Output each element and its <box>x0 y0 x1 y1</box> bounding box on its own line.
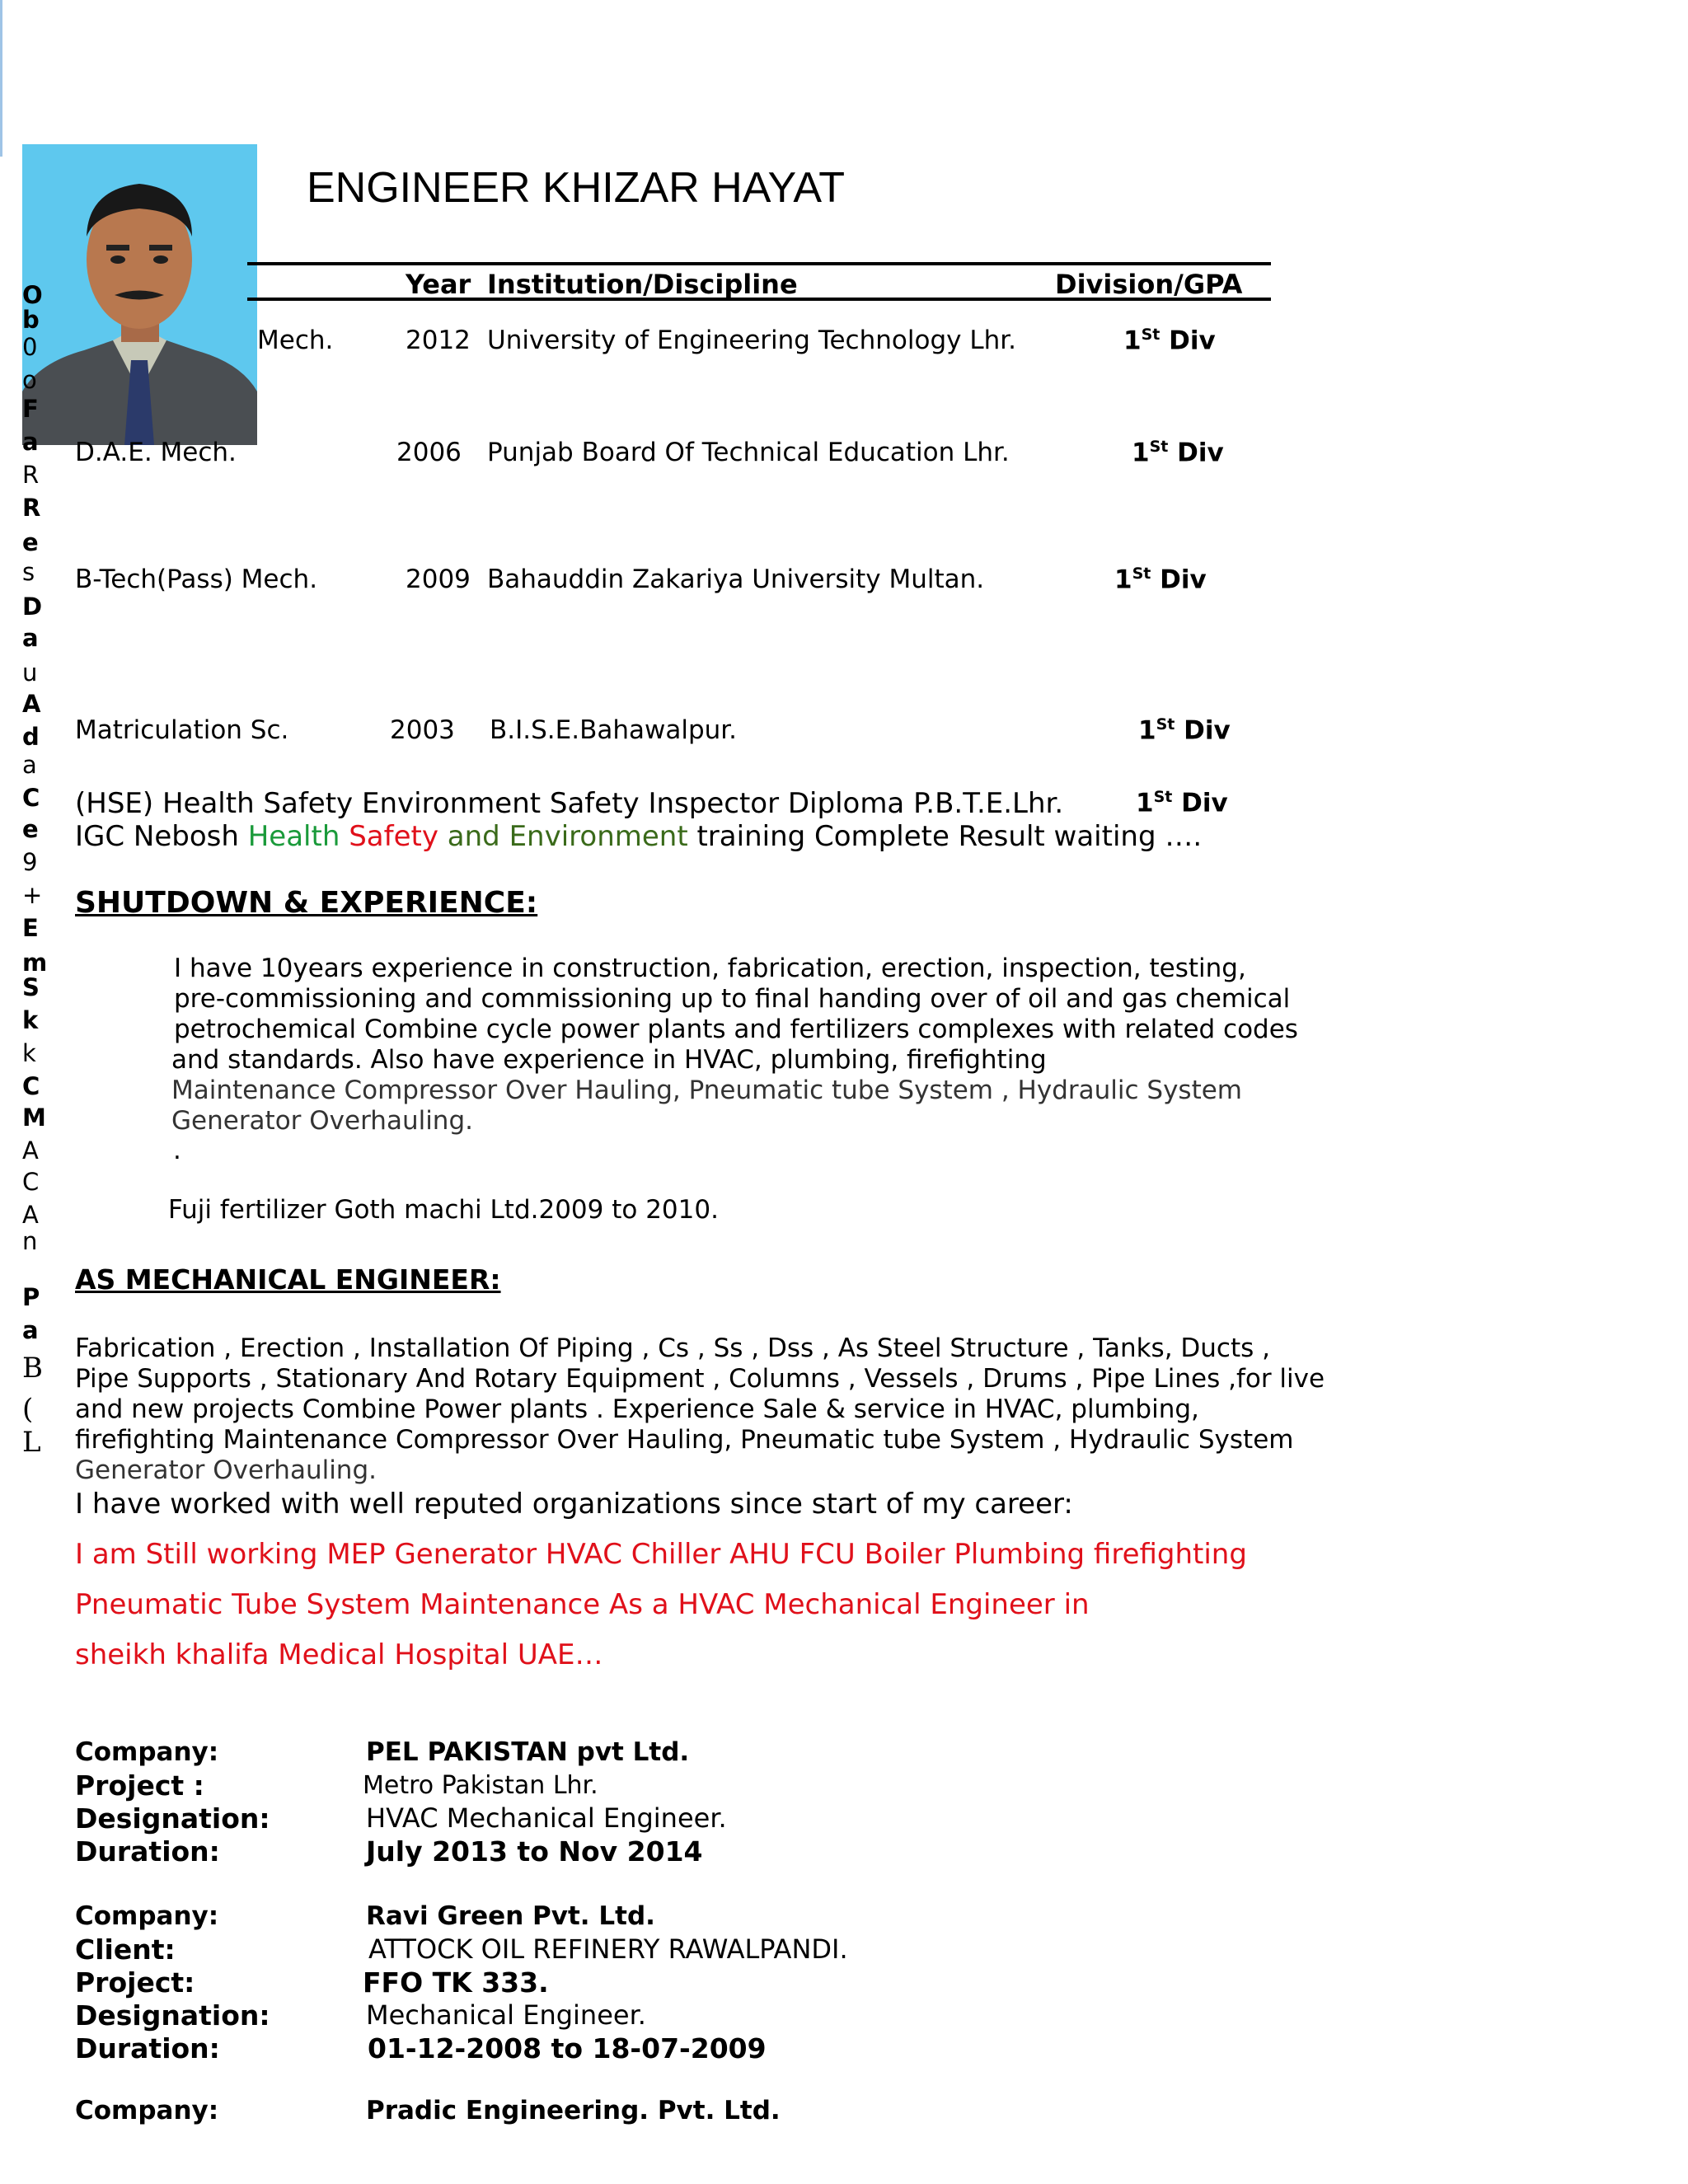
duration-value: July 2013 to Nov 2014 <box>366 1835 703 1868</box>
mechanical-heading: AS MECHANICAL ENGINEER: <box>75 1263 501 1296</box>
mech-line: Generator Overhauling. <box>75 1455 377 1485</box>
sidebar-fragment: O <box>22 281 43 309</box>
sidebar-fragment: D <box>22 593 43 621</box>
degree: D.A.E. Mech. <box>75 438 237 467</box>
sidebar-fragment: m <box>22 949 48 977</box>
header-division: Division/GPA <box>1055 269 1243 300</box>
sidebar-fragment: R <box>22 461 40 489</box>
shutdown-heading: SHUTDOWN & EXPERIENCE: <box>75 886 538 920</box>
designation-value: HVAC Mechanical Engineer. <box>366 1802 727 1834</box>
sidebar-fragment: a <box>22 1316 39 1344</box>
shutdown-line: I have 10years experience in construction, fabrication, erection, inspection, testing, <box>174 954 1246 983</box>
degree: Matriculation Sc. <box>75 715 289 745</box>
year: 2012 <box>406 326 471 355</box>
mech-line: Pipe Supports , Stationary And Rotary Equipment , Columns , Vessels , Drums , Pipe Lines ,for live <box>75 1364 1325 1394</box>
project-name: FFO TK 333. <box>363 1966 549 1999</box>
sidebar-fragment: A <box>22 690 41 718</box>
sidebar-fragment: C <box>22 1168 40 1196</box>
sidebar-fragment: ( <box>22 1393 34 1426</box>
sidebar-fragment: A <box>22 1137 39 1165</box>
sidebar-fragment: k <box>22 1006 39 1034</box>
sidebar-fragment: a <box>22 624 39 652</box>
sidebar-fragment: S <box>22 973 40 1001</box>
designation-label: Designation: <box>75 1999 270 2032</box>
mech-line: firefighting Maintenance Compressor Over Hauling, Pneumatic tube System , Hydraulic System <box>75 1425 1294 1455</box>
person-photo-icon <box>22 144 257 445</box>
client-name: ATTOCK OIL REFINERY RAWALPANDI. <box>368 1933 848 1965</box>
company-name: Pradic Engineering. Pvt. Ltd. <box>366 2096 781 2125</box>
current-job-line: sheikh khalifa Medical Hospital UAE… <box>75 1638 603 1671</box>
worked-line: I have worked with well reputed organizations since start of my career: <box>75 1488 1073 1521</box>
mech-line: Fabrication , Erection , Installation Of Piping , Cs , Ss , Dss , As Steel Structure , Tanks, Ducts , <box>75 1333 1270 1363</box>
sidebar-fragment: b <box>22 306 40 334</box>
sidebar-fragment: n <box>22 1227 38 1255</box>
institution: University of Engineering Technology Lhr. <box>487 326 1016 355</box>
year: 2009 <box>406 565 471 594</box>
profile-photo <box>22 144 257 445</box>
sidebar-fragment: P <box>22 1283 40 1311</box>
institution: B.I.S.E.Bahawalpur. <box>490 715 738 745</box>
page-title: ENGINEER KHIZAR HAYAT <box>307 164 845 212</box>
shutdown-line: petrochemical Combine cycle power plants and fertilizers complexes with related codes <box>174 1015 1298 1044</box>
sidebar-fragment: k <box>22 1039 36 1067</box>
shutdown-line: Maintenance Compressor Over Hauling, Pneumatic tube System , Hydraulic System <box>171 1076 1243 1105</box>
designation-value: Mechanical Engineer. <box>366 1999 646 2031</box>
sidebar-fragment: a <box>22 428 39 456</box>
sidebar-fragment: + <box>22 881 43 909</box>
division: 1St Div <box>1123 326 1216 356</box>
sidebar-fragment: 0 <box>22 333 38 361</box>
sidebar-fragment: s <box>22 558 35 586</box>
degree: B-Tech(Pass) Mech. <box>75 565 318 594</box>
project-label: Project : <box>75 1769 204 1802</box>
sidebar-fragment: B <box>22 1352 43 1385</box>
institution: Punjab Board Of Technical Education Lhr. <box>487 438 1010 467</box>
sidebar-fragment: C <box>22 1072 40 1100</box>
shutdown-line: and standards. Also have experience in HVAC, plumbing, firefighting <box>171 1045 1047 1075</box>
sidebar-fragment: C <box>22 784 40 812</box>
company-label: Company: <box>75 2096 219 2125</box>
project-name: Metro Pakistan Lhr. <box>363 1771 598 1800</box>
division: 1St Div <box>1132 438 1224 468</box>
duration-label: Duration: <box>75 1835 220 1868</box>
company-name: Ravi Green Pvt. Ltd. <box>366 1901 655 1931</box>
table-top-rule <box>247 262 1271 265</box>
year: 2006 <box>396 438 462 467</box>
left-accent-bar <box>0 0 2 157</box>
designation-label: Designation: <box>75 1802 270 1835</box>
mech-line: and new projects Combine Power plants . Experience Sale & service in HVAC, plumbing, <box>75 1394 1199 1424</box>
duration-label: Duration: <box>75 2032 220 2064</box>
duration-value: 01-12-2008 to 18-07-2009 <box>368 2032 767 2064</box>
company-name: PEL PAKISTAN pvt Ltd. <box>366 1737 690 1767</box>
fuji-experience: Fuji fertilizer Goth machi Ltd.2009 to 2010. <box>168 1195 719 1225</box>
sidebar-fragment: R <box>22 494 41 522</box>
hse-diploma: (HSE) Health Safety Environment Safety Inspector Diploma P.B.T.E.Lhr. <box>75 787 1064 820</box>
current-job-line: Pneumatic Tube System Maintenance As a HVAC Mechanical Engineer in <box>75 1588 1090 1621</box>
shutdown-line: Generator Overhauling. <box>171 1106 473 1136</box>
sidebar-fragment: u <box>22 658 38 687</box>
sidebar-fragment: L <box>22 1426 41 1459</box>
project-label: Project: <box>75 1966 195 1999</box>
sidebar-fragment: F <box>22 395 39 423</box>
sidebar-fragment: A <box>22 1201 39 1229</box>
degree: Mech. <box>257 326 334 355</box>
sidebar-fragment: d <box>22 723 40 751</box>
sidebar-fragment: e <box>22 815 39 843</box>
sidebar-fragment: o <box>22 366 37 394</box>
client-label: Client: <box>75 1933 176 1966</box>
header-year: Year <box>406 269 471 300</box>
shutdown-line: . <box>173 1136 181 1165</box>
division: 1St Div <box>1114 565 1207 595</box>
igc-nebosh-line: IGC Nebosh Health Safety and Environment training Complete Result waiting …. <box>75 820 1203 853</box>
company-label: Company: <box>75 1737 219 1767</box>
sidebar-fragment: a <box>22 751 37 779</box>
division: 1St Div <box>1138 715 1231 746</box>
company-label: Company: <box>75 1901 219 1931</box>
sidebar-fragment: M <box>22 1104 46 1132</box>
institution: Bahauddin Zakariya University Multan. <box>487 565 985 594</box>
year: 2003 <box>390 715 455 745</box>
sidebar-fragment: e <box>22 528 39 556</box>
shutdown-line: pre-commissioning and commissioning up to final handing over of oil and gas chemical <box>174 984 1291 1014</box>
current-job-line: I am Still working MEP Generator HVAC Chiller AHU FCU Boiler Plumbing firefighting <box>75 1538 1247 1571</box>
hse-division: 1St Div <box>1136 788 1228 818</box>
sidebar-fragment: 9 <box>22 848 38 876</box>
header-institution: Institution/Discipline <box>487 269 798 300</box>
sidebar-fragment: E <box>22 914 39 942</box>
